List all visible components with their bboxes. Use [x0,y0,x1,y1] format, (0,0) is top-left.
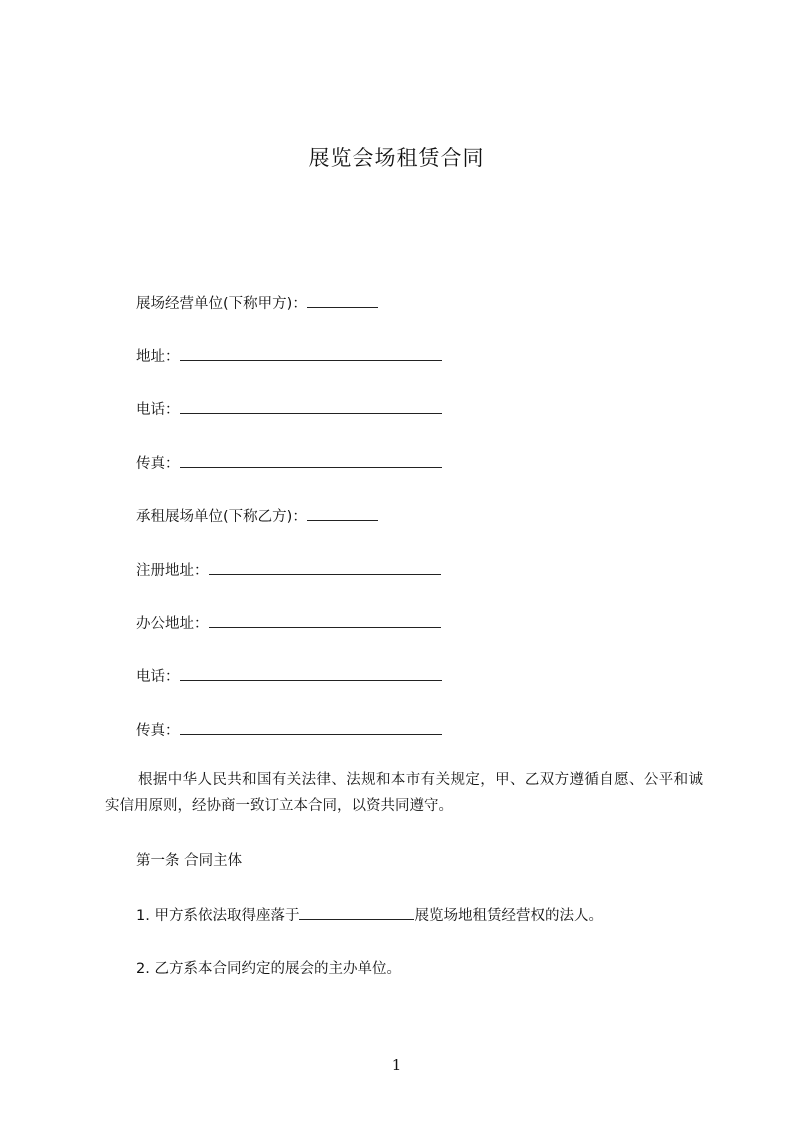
article-1-item-1 [136,905,603,926]
item-text-suffix: 展览场地租赁经营权的法人。 [414,908,603,924]
field-label: 电话： [136,669,180,685]
fill-blank[interactable] [180,453,442,468]
intro-paragraph: 根据中华人民共和国有关法律、法规和本市有关规定，甲、乙双方遵循自愿、公平和诚实信用原则，经协商一致订立本合同，以资共同遵守。 [105,772,703,814]
field-party-b-registered-address [136,560,441,581]
field-label: 传真： [136,456,180,472]
article-1-item-2: 2. 乙方系本合同约定的展会的主办单位。 [136,961,401,977]
field-label: 办公地址： [136,616,209,632]
field-label: 电话： [136,402,180,418]
article-1-heading: 第一条 合同主体 [136,853,243,869]
fill-blank[interactable] [209,560,441,575]
field-party-b-phone [136,666,442,687]
fill-blank[interactable] [180,720,442,735]
fill-blank[interactable] [299,905,414,920]
item-text-prefix: 1. 甲方系依法取得座落于 [136,908,300,924]
field-party-a-address [136,346,442,367]
page-number: 1 [391,1056,402,1074]
field-party-b [136,506,378,527]
document-title: 展览会场租赁合同 [308,146,485,170]
fill-blank[interactable] [180,399,442,414]
field-party-b-fax [136,720,442,741]
field-label: 传真： [136,723,180,739]
fill-blank[interactable] [209,613,441,628]
fill-blank[interactable] [307,293,378,308]
field-party-b-office-address [136,613,441,634]
fill-blank[interactable] [180,346,442,361]
fill-blank[interactable] [307,506,378,521]
fill-blank[interactable] [180,666,442,681]
field-label: 承租展场单位(下称乙方)： [136,509,307,525]
field-party-a-fax [136,453,442,474]
field-party-a [136,293,378,314]
field-label: 展场经营单位(下称甲方)： [136,296,307,312]
field-party-a-phone [136,399,442,420]
field-label: 注册地址： [136,563,209,579]
field-label: 地址： [136,349,180,365]
